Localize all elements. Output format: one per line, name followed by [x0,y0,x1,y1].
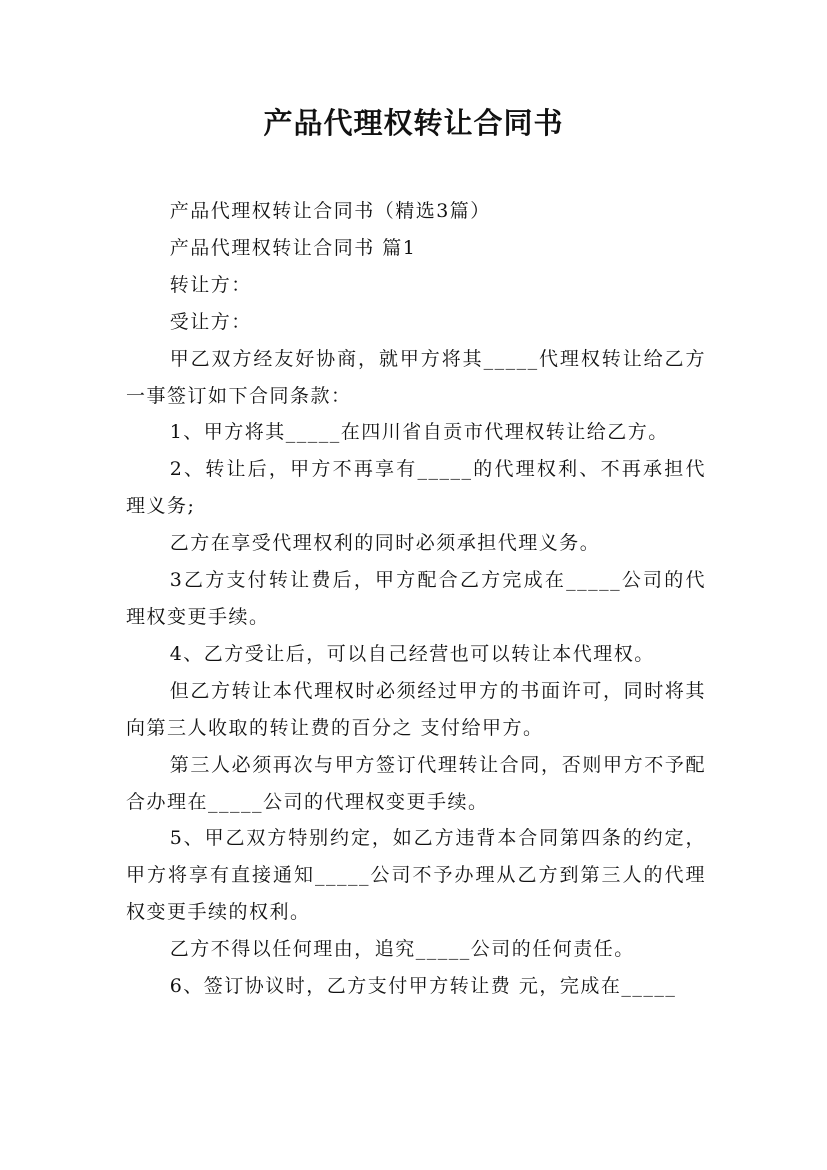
clause-4-continued: 但乙方转让本代理权时必须经过甲方的书面许可，同时将其向第三人收取的转让费的百分之 支付给甲方。 [126,679,706,739]
document-title: 产品代理权转让合同书 [263,106,564,140]
clause-1: 1、甲方将其_____在四川省自贡市代理权转让给乙方。 [169,421,669,444]
transferor-line: 转让方： [169,273,252,296]
clause-4: 4、乙方受让后，可以自己经营也可以转让本代理权。 [169,642,655,665]
section-heading: 产品代理权转让合同书 篇1 [169,236,417,259]
document-body [126,193,706,1005]
clause-5-continued: 乙方不得以任何理由，追究_____公司的任何责任。 [169,938,635,961]
clause-2: 2、转让后，甲方不再享有_____的代理权利、不再承担代理义务; [126,458,706,518]
clause-5: 5、甲乙双方特别约定，如乙方违背本合同第四条的约定，甲方将享有直接通知_____公司不予办理从乙方到第三人的代理权变更手续的权利。 [126,827,706,924]
clause-2-continued: 乙方在享受代理权利的同时必须承担代理义务。 [169,532,601,555]
subtitle-paragraph: 产品代理权转让合同书（精选3篇） [169,200,491,222]
clause-6: 6、签订协议时，乙方支付甲方转让费 元，完成在_____ [169,975,677,998]
clause-3: 3乙方支付转让费后，甲方配合乙方完成在_____公司的代理权变更手续。 [126,569,706,628]
preamble-paragraph: 甲乙双方经友好协商，就甲方将其_____代理权转让给乙方一事签订如下合同条款： [126,347,706,407]
clause-4-third-party: 第三人必须再次与甲方签订代理转让合同，否则甲方不予配合办理在_____公司的代理权变更手续。 [126,753,706,813]
transferee-line: 受让方： [169,310,252,333]
